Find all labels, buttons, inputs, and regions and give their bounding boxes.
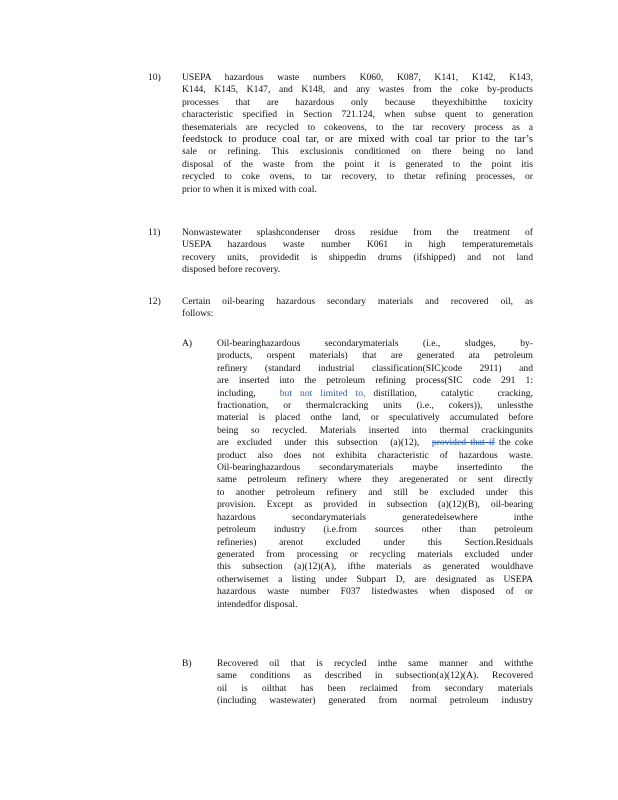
text-line: petroleum industry (i.e.from sources other than petroleum bbox=[217, 524, 533, 536]
text-line: products, orspent materials) that are generated ata petroleum bbox=[217, 350, 533, 362]
text-line: (including wastewater) generated from normal petroleum industry bbox=[217, 695, 533, 707]
text-line: Oil-bearinghazardous secondarymaterials maybe insertedinto the bbox=[217, 462, 533, 474]
item-text bbox=[182, 227, 533, 277]
text-line: hazardous secondarymaterials generatedelsewhere inthe bbox=[217, 511, 533, 523]
text-line: hazardous waste number F037 listedwastes when disposed of or bbox=[217, 586, 533, 598]
text-line: refineries) arenot excluded under this Section.Residuals bbox=[217, 536, 533, 548]
text-line: this subsection (a)(12)(A), ifthe materials as generated wouldhave bbox=[217, 561, 533, 573]
text-line: recycled to coke ovens, to tar recovery, to thetar refining processes, or bbox=[182, 171, 533, 183]
item-number: 10) bbox=[148, 72, 161, 83]
text-line: Certain oil-bearing hazardous secondary materials and recovered oil, as bbox=[182, 296, 533, 307]
text-line: processes that are hazardous only because theyexhibitthe toxicity bbox=[182, 96, 533, 108]
text-line: fractionation, or thermalcracking units (i.e., cokers)), unlessthe bbox=[217, 400, 533, 412]
text-line: intendedfor disposal. bbox=[217, 598, 298, 610]
text-line: feedstock to produce coal tar, or are mixed with coal tar prior to the tar’s bbox=[182, 134, 533, 146]
text-line: sale or refining. This exclusionis conditioned on there being no land bbox=[182, 146, 533, 158]
text-line: Recovered oil that is recycled inthe same manner and withthe bbox=[217, 658, 533, 669]
inserted-text: but not limited to, bbox=[279, 387, 366, 399]
text-line: material is placed onthe land, or speculatively accumulated before bbox=[217, 412, 533, 424]
text-line: same conditions as described in subsection(a)(12)(A). Recovered bbox=[217, 670, 533, 682]
text-line: prior to when it is mixed with coal. bbox=[182, 183, 317, 195]
item-text bbox=[182, 72, 533, 196]
sub-item-letter: A) bbox=[182, 338, 193, 349]
text-line: K144, K145, K147, and K148, and any wastes from the coke by-products bbox=[182, 84, 533, 96]
text-line: USEPA hazardous waste number K061 in high temperaturemetals bbox=[182, 239, 533, 251]
text-line: refinery (standard industrial classification(SIC)code 2911) and bbox=[217, 362, 533, 374]
sub-item-letter: B) bbox=[182, 658, 192, 669]
text-line: provision. Except as provided in subsection (a)(12)(B), oil-bearing bbox=[217, 499, 533, 511]
text-line: being so recycled. Materials inserted into thermal crackingunits bbox=[217, 424, 533, 436]
sub-item-text bbox=[217, 338, 533, 611]
text-line: characteristic specified in Section 721.124, when subse quent to generation bbox=[182, 109, 533, 121]
sub-item-text bbox=[217, 658, 533, 708]
text-line: disposal of the waste from the point it is generated to the point itis bbox=[182, 158, 533, 170]
text-line: to another petroleum refinery and still be excluded under this bbox=[217, 486, 533, 498]
text-line: Nonwastewater splashcondenser dross residue from the treatment of bbox=[182, 227, 533, 238]
text-line: thesematerials are recycled to cokeovens, to the tar recovery process as a bbox=[182, 121, 533, 133]
text-line: are inserted into the petroleum refining process(SIC code 291 1: bbox=[217, 375, 533, 387]
text-line: recovery units, providedit is shippedin drums (ifshipped) and not land bbox=[182, 251, 533, 263]
text-line-with-deletion: are excluded under this subsection (a)(12), provided that if the coke bbox=[217, 437, 533, 449]
item-text bbox=[182, 296, 533, 321]
item-number: 11) bbox=[148, 227, 161, 238]
item-number: 12) bbox=[148, 296, 161, 307]
text-line: product also does not exhibita characteristic of hazardous waste. bbox=[217, 449, 533, 461]
deleted-text: provided that if bbox=[431, 437, 495, 449]
text-line: follows: bbox=[182, 308, 214, 320]
text-line: same petroleum refinery where they aregenerated or sent directly bbox=[217, 474, 533, 486]
text-line: Oil-bearinghazardous secondarymaterials (i.e., sludges, by- bbox=[217, 338, 533, 349]
text-line: generated from processing or recycling materials excluded under bbox=[217, 548, 533, 560]
text-line: disposed before recovery. bbox=[182, 264, 281, 276]
text-line-with-insertion: including, but not limited to, distillation, catalytic cracking, bbox=[217, 387, 533, 399]
text-line: USEPA hazardous waste numbers K060, K087, K141, K142, K143, bbox=[182, 72, 533, 83]
text-line: oil is oilthat has been reclaimed from secondary materials bbox=[217, 682, 533, 694]
text-line: otherwisemet a listing under Subpart D, are designated as USEPA bbox=[217, 573, 533, 585]
